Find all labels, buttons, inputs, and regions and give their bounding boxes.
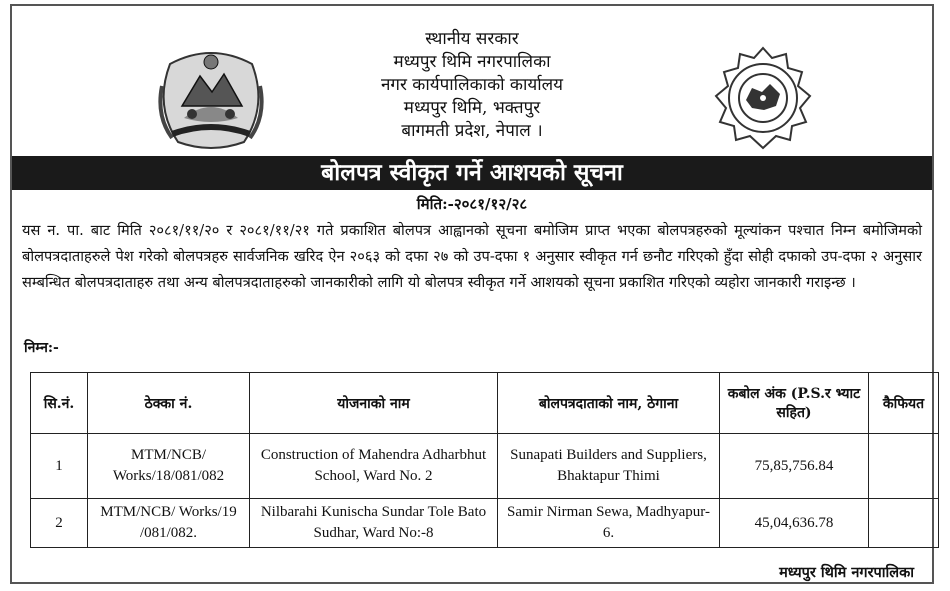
accepted-bids-table	[30, 372, 939, 548]
header-serial-no: सि.नं.	[31, 373, 88, 434]
cell-project-name: Construction of Mahendra Adharbhut School, Ward No. 2	[250, 434, 498, 499]
header-bidder-name-address: बोलपत्रदाताको नाम, ठेगाना	[498, 373, 720, 434]
header-bid-amount: कबोल अंक (P.S.र भ्याट सहित)	[720, 373, 869, 434]
header-line-municipality: मध्यपुर थिमि नगरपालिका	[393, 52, 551, 72]
madhyapur-thimi-municipality-logo-icon	[710, 46, 816, 151]
cell-project-name: Nilbarahi Kunischa Sundar Tole Bato Sudhar, Ward No:-8	[250, 499, 498, 548]
cell-serial-no: 2	[31, 499, 88, 548]
cell-bidder: Samir Nirman Sewa, Madhyapur-6.	[498, 499, 720, 548]
table-row	[31, 499, 939, 548]
notice-title-banner	[12, 156, 932, 190]
notice-title: बोलपत्र स्वीकृत गर्ने आशयको सूचना	[321, 159, 623, 186]
header-line-office: नगर कार्यपालिकाको कार्यालय	[380, 75, 564, 95]
cell-bidder: Sunapati Builders and Suppliers, Bhaktapur Thimi	[498, 434, 720, 499]
following-label: निम्न:-	[24, 340, 59, 356]
cell-bid-amount: 75,85,756.84	[720, 434, 869, 499]
cell-remarks	[869, 499, 939, 548]
cell-bid-amount: 45,04,636.78	[720, 499, 869, 548]
notice-body-paragraph: यस न. पा. बाट मिति २०८१/११/२० र २०८१/११/२१ गते प्रकाशित बोलपत्र आह्वानको सूचना बमोजिम प्राप्त भएका बोलपत्रहरुको मूल्यांकन पश्चात निम्न बमोजिमको बोलपत्रदाताहरुले पेश गरेको बोलपत्रहरु सार्वजनिक खरिद ऐन २०६३ को दफा २७ को उप-दफा १ अनुसार स्वीकृत गर्न छनौट गरिएको हुँदा सोही दफाको उप-दफा २ अनुसार सम्बन्धित बोलपत्रदाताहरु तथा अन्य बोलपत्रदाताहरुको जानकारीको लागि यो बोलपत्र स्वीकृत गर्ने आशयको सूचना प्रकाशित गरिएको व्यहोरा जानकारी गराइन्छ ।	[22, 222, 922, 291]
cell-contract-no: MTM/NCB/ Works/19 /081/082.	[88, 499, 250, 548]
header-project-name: योजनाको नाम	[250, 373, 498, 434]
header-line-address: मध्यपुर थिमि, भक्तपुर	[403, 98, 541, 118]
table-row	[31, 434, 939, 499]
cell-remarks	[869, 434, 939, 499]
header-line-local-government: स्थानीय सरकार	[425, 29, 519, 49]
header-contract-no: ठेक्का नं.	[88, 373, 250, 434]
header-remarks: कैफियत	[869, 373, 939, 434]
notice-frame	[10, 4, 934, 584]
cell-serial-no: 1	[31, 434, 88, 499]
notice-date: मिति:-२०८१/१२/२८	[416, 195, 528, 213]
cell-contract-no: MTM/NCB/ Works/18/081/082	[88, 434, 250, 499]
header-line-province: बागमती प्रदेश, नेपाल ।	[401, 121, 543, 141]
notice-header	[12, 6, 932, 156]
table-header-row	[31, 373, 939, 434]
footer-signature: मध्यपुर थिमि नगरपालिका	[779, 564, 914, 581]
